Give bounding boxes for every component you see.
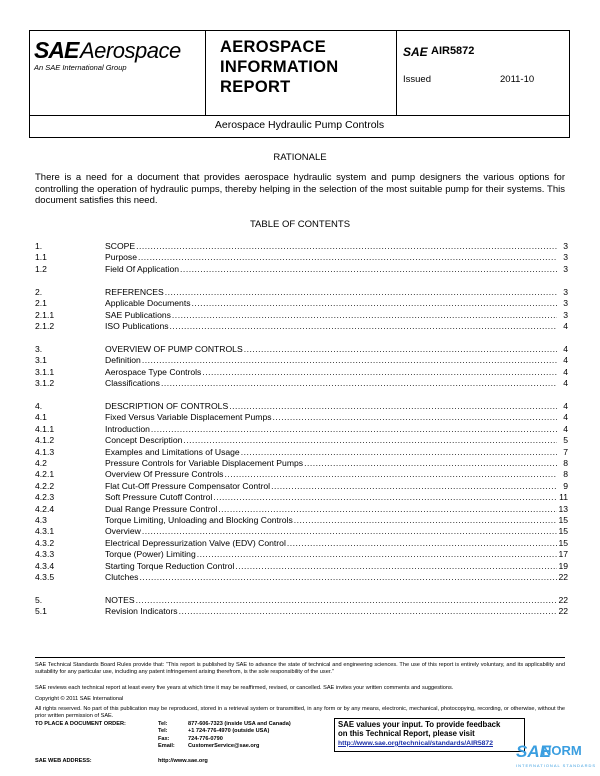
- toc-page-number: 3: [563, 309, 568, 320]
- toc-number: 4.3.3: [35, 549, 55, 560]
- toc-entry[interactable]: [35, 469, 568, 480]
- toc-number: 4.3.1: [35, 526, 55, 537]
- toc-leader-dots: [165, 287, 557, 298]
- toc-entry[interactable]: [35, 355, 568, 366]
- footer-divider: [35, 657, 565, 658]
- toc-title: Purpose: [105, 252, 138, 263]
- order-label: TO PLACE A DOCUMENT ORDER:: [35, 721, 126, 727]
- fax-label: Fax:: [158, 735, 170, 742]
- toc-leader-dots: [235, 561, 557, 572]
- doc-type-line: AEROSPACE: [220, 38, 326, 56]
- toc-page-number: 4: [563, 378, 568, 388]
- logo-cell: [30, 31, 206, 115]
- toc-leader-dots: [304, 458, 557, 469]
- toc-leader-dots: [179, 606, 557, 617]
- table-of-contents: [35, 241, 568, 618]
- toc-title: Electrical Depressurization Valve (EDV) Control: [105, 537, 286, 548]
- header-box: [29, 30, 570, 116]
- toc-leader-dots: [142, 355, 557, 366]
- toc-page-number: 8: [563, 457, 568, 468]
- toc-title: Concept Description: [105, 435, 183, 446]
- toc-entry[interactable]: [35, 572, 568, 583]
- toc-title: Examples and Limitations of Usage: [105, 446, 240, 457]
- aerospace-logo-text: Aerospace: [80, 38, 181, 63]
- toc-leader-dots: [213, 492, 557, 503]
- toc-page-number: 3: [563, 241, 568, 251]
- toc-entry[interactable]: [35, 435, 568, 446]
- toc-title: Overview: [105, 526, 141, 537]
- toc-title: SCOPE: [105, 241, 136, 251]
- toc-number: 4.1.2: [35, 435, 55, 446]
- toc-leader-dots: [202, 367, 557, 378]
- toc-entry[interactable]: [35, 492, 568, 503]
- web-address-label: SAE WEB ADDRESS:: [35, 758, 92, 764]
- toc-page-number: 9: [563, 480, 568, 491]
- toc-entry[interactable]: [35, 367, 568, 378]
- toc-entry[interactable]: [35, 515, 568, 526]
- watermark-norm: NORM: [542, 743, 582, 758]
- toc-page-number: 3: [563, 286, 568, 297]
- toc-entry[interactable]: [35, 424, 568, 435]
- copyright-text: Copyright © 2011 SAE International: [35, 696, 124, 702]
- toc-page-number: 4: [563, 355, 568, 366]
- toc-title: Dual Range Pressure Control: [105, 503, 218, 514]
- toc-leader-dots: [170, 321, 557, 332]
- toc-entry[interactable]: [35, 606, 568, 617]
- toc-page-number: 4: [563, 320, 568, 331]
- toc-number: 4.3: [35, 515, 47, 526]
- toc-entry[interactable]: [35, 561, 568, 572]
- toc-leader-dots: [136, 595, 557, 606]
- toc-leader-dots: [197, 549, 557, 560]
- toc-title: Applicable Documents: [105, 298, 191, 309]
- doc-type-cell: [206, 31, 397, 115]
- toc-leader-dots: [244, 344, 557, 355]
- toc-number: 4.: [35, 400, 43, 411]
- doc-number-cell: [397, 31, 569, 115]
- toc-entry[interactable]: [35, 447, 568, 458]
- toc-page-number: 8: [563, 469, 568, 480]
- watermark-sae: SAE: [516, 742, 551, 761]
- toc-entry[interactable]: [35, 526, 568, 537]
- toc-number: 4.2: [35, 457, 47, 468]
- sae-logo: SAE: [34, 37, 79, 63]
- toc-number: 3.1.2: [35, 378, 55, 388]
- toc-entry[interactable]: [35, 298, 568, 309]
- sae-norm-watermark: [494, 740, 600, 776]
- toc-number: 1.2: [35, 263, 47, 274]
- watermark-subtitle: INTERNATIONAL STANDARDS: [516, 763, 597, 768]
- toc-page-number: 4: [563, 412, 568, 423]
- toc-leader-dots: [241, 447, 557, 458]
- toc-leader-dots: [224, 469, 557, 480]
- toc-title: ISO Publications: [105, 320, 169, 331]
- toc-entry[interactable]: [35, 481, 568, 492]
- toc-number: 4.1: [35, 412, 47, 423]
- toc-page-number: 4: [563, 423, 568, 434]
- issued-label: Issued: [403, 74, 431, 85]
- toc-number: 4.3.5: [35, 572, 55, 583]
- rationale-text: There is a need for a document that provides aerospace hydraulic system and pump designers the various options for controlling the operation of hydraulic pumps, thereby helping in the selection of the most suitable pump for their systems. This document satisfies this need.: [35, 172, 565, 206]
- toc-entry[interactable]: [35, 241, 568, 252]
- logo-tagline: An SAE International Group: [34, 63, 127, 72]
- toc-title: Revision Indicators: [105, 606, 178, 617]
- toc-page-number: 7: [563, 446, 568, 457]
- toc-number: 4.2.4: [35, 503, 55, 514]
- toc-number: 2.1: [35, 298, 47, 309]
- toc-entry[interactable]: [35, 378, 568, 389]
- toc-title: DESCRIPTION OF CONTROLS: [105, 400, 229, 411]
- toc-number: 5.1: [35, 606, 47, 617]
- tel-label: Tel:: [158, 728, 168, 735]
- fax-number: 724-776-0790: [188, 735, 223, 742]
- toc-entry[interactable]: [35, 595, 568, 606]
- email-label: Email:: [158, 743, 175, 750]
- toc-page-number: 17: [558, 549, 568, 560]
- toc-number: 2.1.2: [35, 320, 55, 331]
- toc-page-number: 4: [563, 400, 568, 411]
- toc-leader-dots: [180, 264, 557, 275]
- toc-number: 5.: [35, 594, 43, 605]
- toc-number: 4.1.1: [35, 423, 55, 434]
- contact-info: [158, 721, 291, 751]
- toc-entry[interactable]: [35, 549, 568, 560]
- board-rules-text: SAE Technical Standards Board Rules provide that: “This report is published by SAE to advance the state of technical and engineering sciences. The use of this report is entirely voluntary, and its applicability and suitability for any particular use, including any patent infringement arising therefrom, is the sole responsibility of the user.”: [35, 662, 565, 676]
- toc-leader-dots: [142, 526, 557, 537]
- feedback-line: on this Technical Report, please visit: [338, 729, 475, 739]
- rights-text: All rights reserved. No part of this publication may be reproduced, stored in a retrieval system or transmitted, in any form or by any means, electronic, mechanical, photocopying, recording, or otherwise, without the prior written permission of SAE.: [35, 706, 565, 720]
- toc-leader-dots: [218, 504, 557, 515]
- document-header: [29, 30, 570, 138]
- toc-entry[interactable]: [35, 412, 568, 423]
- toc-number: 4.1.3: [35, 446, 55, 457]
- toc-title: REFERENCES: [105, 286, 164, 297]
- toc-page-number: 22: [558, 606, 568, 617]
- toc-leader-dots: [161, 378, 557, 389]
- rationale-heading: RATIONALE: [273, 152, 327, 163]
- toc-leader-dots: [273, 412, 557, 423]
- toc-title: SAE Publications: [105, 309, 171, 320]
- feedback-link[interactable]: http://www.sae.org/technical/standards/AIR5872: [338, 739, 493, 747]
- toc-page-number: 3: [563, 263, 568, 274]
- doc-number: AIR5872: [431, 45, 475, 57]
- toc-entry[interactable]: [35, 538, 568, 549]
- toc-number: 3.1.1: [35, 366, 55, 377]
- toc-number: 4.3.4: [35, 560, 55, 571]
- toc-title: Pressure Controls for Variable Displacement Pumps: [105, 457, 304, 468]
- toc-title: Starting Torque Reduction Control: [105, 560, 235, 571]
- toc-title: Overview Of Pressure Controls: [105, 469, 224, 480]
- toc-page-number: 15: [558, 526, 568, 537]
- toc-title: Introduction: [105, 423, 150, 434]
- doc-type-line: INFORMATION: [220, 58, 339, 76]
- toc-page-number: 19: [558, 560, 568, 571]
- toc-leader-dots: [151, 424, 557, 435]
- toc-entry[interactable]: [35, 287, 568, 298]
- feedback-line: SAE values your input. To provide feedback: [338, 720, 501, 729]
- issued-date: 2011-10: [500, 74, 535, 85]
- toc-leader-dots: [229, 401, 557, 412]
- toc-entry[interactable]: [35, 264, 568, 275]
- tel-outside-usa: +1 724-776-4970 (outside USA): [188, 728, 270, 735]
- toc-leader-dots: [172, 310, 557, 321]
- toc-title: Torque Limiting, Unloading and Blocking Controls: [105, 515, 293, 526]
- toc-title: Definition: [105, 355, 141, 366]
- toc-leader-dots: [183, 435, 557, 446]
- doc-type-line: REPORT: [220, 78, 291, 96]
- toc-entry[interactable]: [35, 504, 568, 515]
- toc-leader-dots: [139, 572, 557, 583]
- toc-number: 4.3.2: [35, 537, 55, 548]
- toc-page-number: 4: [563, 343, 568, 354]
- toc-entry[interactable]: [35, 344, 568, 355]
- toc-leader-dots: [294, 515, 557, 526]
- toc-leader-dots: [287, 538, 557, 549]
- toc-title: Soft Pressure Cutoff Control: [105, 492, 213, 503]
- toc-leader-dots: [271, 481, 557, 492]
- toc-title: Classifications: [105, 378, 160, 388]
- toc-number: 3.1: [35, 355, 47, 366]
- toc-entry[interactable]: [35, 310, 568, 321]
- toc-leader-dots: [138, 252, 557, 263]
- toc-entry[interactable]: [35, 321, 568, 332]
- toc-number: 1.1: [35, 252, 47, 263]
- toc-entry[interactable]: [35, 252, 568, 263]
- review-text: SAE reviews each technical report at least every five years at which time it may be reaffirmed, revised, or cancelled. SAE invites your written comments and suggestions.: [35, 685, 454, 691]
- toc-heading: TABLE OF CONTENTS: [249, 219, 351, 230]
- toc-page-number: 13: [558, 503, 568, 514]
- toc-leader-dots: [136, 241, 557, 252]
- toc-title: Clutches: [105, 572, 139, 583]
- toc-number: 2.1.1: [35, 309, 55, 320]
- tel-inside-usa: 877-606-7323 (inside USA and Canada): [188, 721, 291, 727]
- toc-leader-dots: [192, 298, 557, 309]
- toc-title: Flat Cut-Off Pressure Compensator Control: [105, 480, 271, 491]
- sae-mark: SAE: [403, 45, 428, 59]
- toc-title: Fixed Versus Variable Displacement Pumps: [105, 412, 272, 423]
- toc-page-number: 5: [563, 435, 568, 446]
- toc-title: Field Of Application: [105, 263, 180, 274]
- toc-page-number: 11: [559, 492, 568, 503]
- toc-title: Torque (Power) Limiting: [105, 549, 196, 560]
- toc-page-number: 22: [558, 572, 568, 583]
- toc-title: OVERVIEW OF PUMP CONTROLS: [105, 343, 243, 354]
- toc-entry[interactable]: [35, 458, 568, 469]
- doc-type-title: [220, 37, 338, 97]
- toc-page-number: 15: [558, 537, 568, 548]
- toc-title: Aerospace Type Controls: [105, 366, 202, 377]
- toc-page-number: 22: [558, 594, 568, 605]
- web-address-link[interactable]: http://www.sae.org: [158, 758, 208, 764]
- toc-page-number: 4: [563, 366, 568, 377]
- toc-number: 3.: [35, 343, 43, 354]
- document-subject: Aerospace Hydraulic Pump Controls: [29, 114, 570, 138]
- toc-entry[interactable]: [35, 401, 568, 412]
- toc-number: 4.2.3: [35, 492, 55, 503]
- toc-number: 1.: [35, 241, 43, 251]
- toc-page-number: 3: [563, 298, 568, 309]
- toc-title: NOTES: [105, 594, 135, 605]
- toc-page-number: 3: [563, 252, 568, 263]
- toc-number: 4.2.2: [35, 480, 55, 491]
- toc-number: 2.: [35, 286, 43, 297]
- email-address[interactable]: CustomerService@sae.org: [188, 743, 260, 750]
- toc-number: 4.2.1: [35, 469, 55, 480]
- toc-page-number: 15: [558, 515, 568, 526]
- tel-label: Tel:: [158, 721, 168, 727]
